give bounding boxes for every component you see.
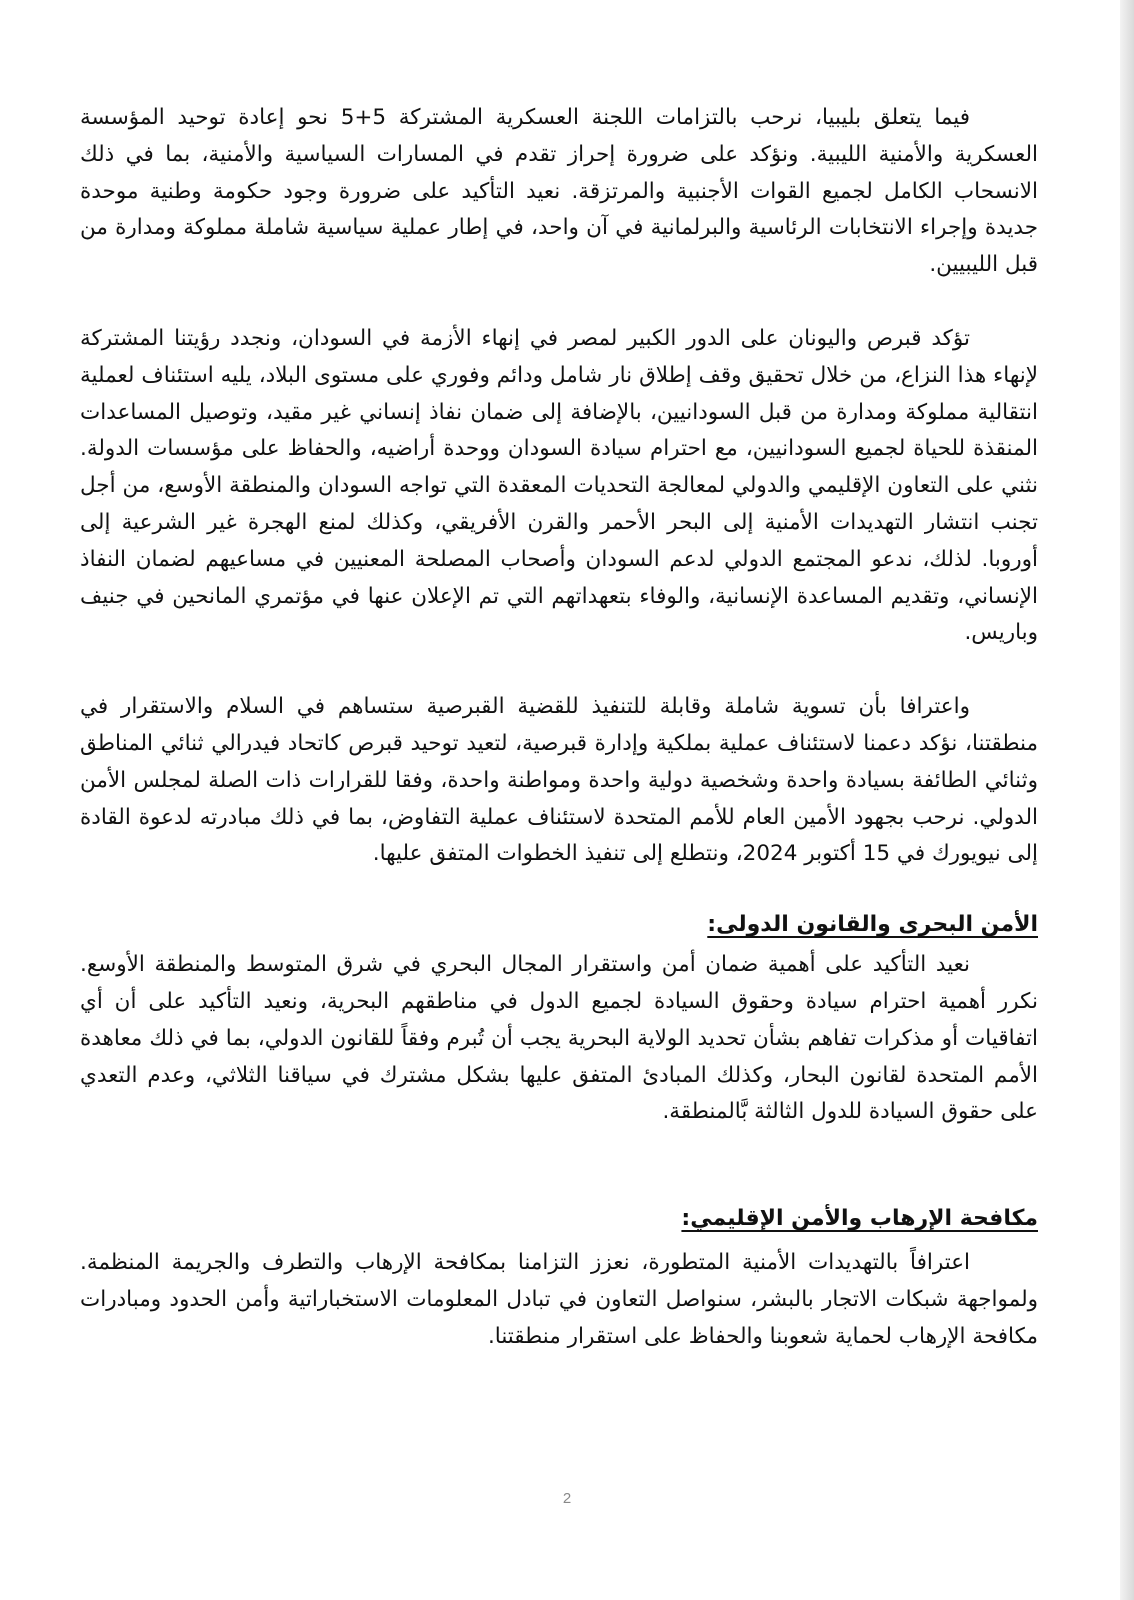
paragraph-cyprus: واعترافا بأن تسوية شاملة وقابلة للتنفيذ للقضية القبرصية ستساهم في السلام والاستقرار في منطقتنا، نؤكد دعمنا لاستئناف عملية بملكية وإدارة قبرصية، لتعيد توحيد قبرص كاتحاد فيدرالي ثنائي المناطق وثنائي الطائفة بسيادة واحدة وشخصية دولية واحدة ومواطنة واحدة، وفقا للقرارات ذات الصلة لمجلس الأمن الدولي. نرحب بجهود الأمين العام للأمم المتحدة لاستئناف عملية التفاوض، بما في ذلك مبادرته لدعوة القادة إلى نيويورك في 15 أكتوبر 2024، ونتطلع إلى تنفيذ الخطوات المتفق عليها. [80,694,1038,867]
page-number: 2 [562,1490,572,1507]
paragraph-maritime-security: نعيد التأكيد على أهمية ضمان أمن واستقرار المجال البحري في شرق المتوسط والمنطقة الأوسع. نكرر أهمية احترام سيادة وحقوق السيادة لجميع الدول في مناطقهم البحرية، ونعيد التأكيد على أن أي اتفاقيات أو مذكرات تفاهم بشأن تحديد الولاية البحرية يجب أن تُبرم وفقاً للقانون الدولي، بما في ذلك معاهدة الأمم المتحدة لقانون البحار، وكذلك المبادئ المتفق عليها بشكل مشترك في سياقنا الثلاثي، وعدم التعدي على حقوق السيادة للدول الثالثة بَّالمنطقة. [80,952,1038,1125]
document-page [80,100,1038,1356]
heading-counter-terrorism: مكافحة الإرهاب والأمن الإقليمي: [681,1206,1038,1232]
paragraph-counter-terrorism: اعترافاً بالتهديدات الأمنية المتطورة، نعزز التزامنا بمكافحة الإرهاب والتطرف والجريمة المنظمة. ولمواجهة شبكات الاتجار بالبشر، سنواصل التعاون في تبادل المعلومات الاستخباراتية وأمن الحدود ومبادرات مكافحة الإرهاب لحماية شعوبنا والحفاظ على استقرار منطقتنا. [80,1250,1038,1349]
paragraph-libya: فيما يتعلق بليبيا، نرحب بالتزامات اللجنة العسكرية المشتركة 5+5 نحو إعادة توحيد المؤسسة العسكرية والأمنية الليبية. ونؤكد على ضرورة إحراز تقدم في المسارات السياسية والأمنية، بما في ذلك الانسحاب الكامل لجميع القوات الأجنبية والمرتزقة. نعيد التأكيد على ضرورة وجود حكومة وطنية موحدة جديدة وإجراء الانتخابات الرئاسية والبرلمانية في آن واحد، في إطار عملية سياسية شاملة مملوكة ومدارة من قبل الليبيين. [80,105,1038,278]
heading-maritime-security: الأمن البحرى والقانون الدولى: [707,912,1038,938]
page-edge [1120,0,1134,1600]
paragraph-sudan: تؤكد قبرص واليونان على الدور الكبير لمصر في إنهاء الأزمة في السودان، ونجدد رؤيتنا المشتركة لإنهاء هذا النزاع، من خلال تحقيق وقف إطلاق نار شامل ودائم وفوري على مستوى البلاد، يليه استئناف لعملية انتقالية مملوكة ومدارة من قبل السودانيين، بالإضافة إلى ضمان نفاذ إنساني غير مقيد، وتوصيل المساعدات المنقذة للحياة لجميع السودانيين، مع احترام سيادة السودان ووحدة أراضيه، والحفاظ على مؤسسات الدولة. نثني على التعاون الإقليمي والدولي لمعالجة التحديات المعقدة التي تواجه السودان والمنطقة الأوسع، من أجل تجنب انتشار التهديدات الأمنية إلى البحر الأحمر والقرن الأفريقي، وكذلك لمنع الهجرة غير الشرعية إلى أوروبا. لذلك، ندعو المجتمع الدولي لدعم السودان وأصحاب المصلحة المعنيين في مساعيهم لضمان النفاذ الإنساني، وتقديم المساعدة الإنسانية، والوفاء بتعهداتهم التي تم الإعلان عنها في مؤتمري المانحين في جنيف وباريس. [80,325,1038,646]
